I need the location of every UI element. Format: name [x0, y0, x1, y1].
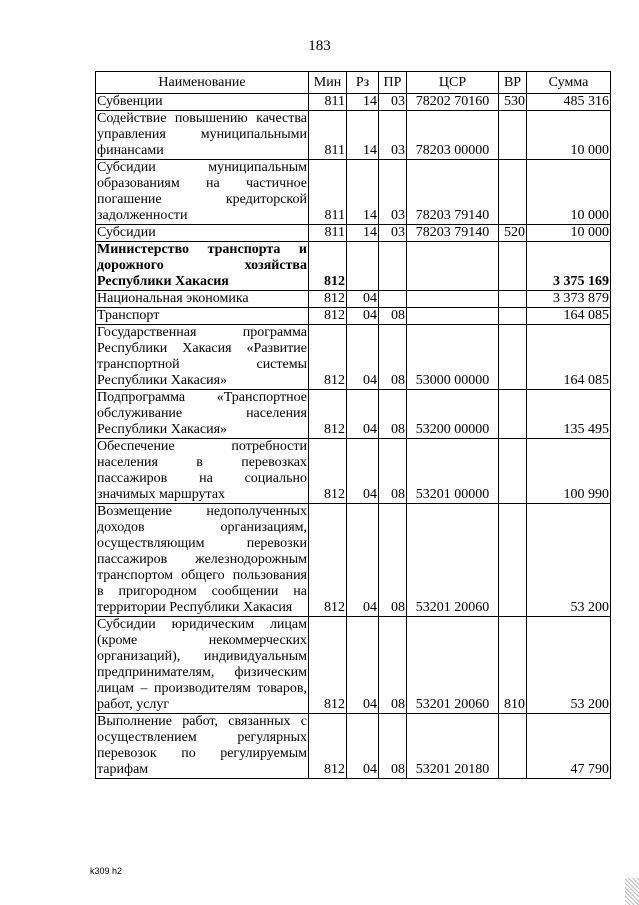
table-row — [96, 242, 611, 291]
row-pr: 03 — [379, 225, 407, 242]
row-min: 811 — [309, 225, 347, 242]
row-rz: 04 — [347, 325, 379, 390]
row-min: 812 — [309, 714, 347, 779]
row-sum: 135 495 — [527, 390, 611, 439]
row-sum: 100 990 — [527, 439, 611, 504]
row-pr: 08 — [379, 390, 407, 439]
row-csr: 53201 00000 — [407, 439, 499, 504]
table-row — [96, 225, 611, 242]
row-csr: 53200 00000 — [407, 390, 499, 439]
row-vr: 530 — [499, 94, 527, 111]
header-pr: ПР — [379, 72, 407, 94]
budget-table — [95, 71, 611, 779]
table-row — [96, 390, 611, 439]
row-csr: 78202 70160 — [407, 94, 499, 111]
row-min: 812 — [309, 439, 347, 504]
header-rz: Рз — [347, 72, 379, 94]
table-row — [96, 308, 611, 325]
row-pr — [379, 291, 407, 308]
row-pr: 03 — [379, 94, 407, 111]
header-sum: Сумма — [527, 72, 611, 94]
row-name: Транспорт — [96, 308, 309, 325]
row-csr — [407, 308, 499, 325]
row-sum: 47 790 — [527, 714, 611, 779]
row-min: 812 — [309, 504, 347, 617]
row-sum: 164 085 — [527, 308, 611, 325]
row-vr: 520 — [499, 225, 527, 242]
row-sum: 164 085 — [527, 325, 611, 390]
table-row — [96, 291, 611, 308]
row-name: Возмещение недополученных доходов организациям, осуществляющим перевозки пассажиров железнодорожным транспортом общего пользования в пригородном сообщении на территории Республики Хакасия — [97, 504, 307, 615]
row-min: 811 — [309, 111, 347, 160]
row-vr — [499, 111, 527, 160]
row-name: Министерство транспорта и дорожного хозяйства Республики Хакасия — [97, 242, 307, 289]
row-rz — [347, 242, 379, 291]
row-vr — [499, 714, 527, 779]
row-rz: 04 — [347, 390, 379, 439]
row-sum: 53 200 — [527, 504, 611, 617]
row-name: Государственная программа Республики Хакасия «Развитие транспортной системы Республики Хакасия» — [97, 325, 307, 388]
row-rz: 04 — [347, 504, 379, 617]
row-rz: 04 — [347, 439, 379, 504]
row-name: Выполнение работ, связанных с осуществлением регулярных перевозок по регулируемым тарифам — [97, 714, 307, 777]
row-rz: 04 — [347, 291, 379, 308]
row-pr: 08 — [379, 617, 407, 714]
row-vr — [499, 242, 527, 291]
row-name: Субсидии — [96, 225, 309, 242]
row-pr: 08 — [379, 308, 407, 325]
row-pr: 03 — [379, 111, 407, 160]
row-rz: 04 — [347, 617, 379, 714]
table-row — [96, 94, 611, 111]
row-rz: 14 — [347, 225, 379, 242]
header-vr: ВР — [499, 72, 527, 94]
row-pr: 08 — [379, 504, 407, 617]
footer-code: k309 h2 — [90, 866, 123, 876]
row-vr — [499, 504, 527, 617]
table-body — [96, 94, 611, 779]
row-vr — [499, 291, 527, 308]
row-pr: 08 — [379, 439, 407, 504]
row-csr: 53201 20180 — [407, 714, 499, 779]
row-sum: 3 373 879 — [527, 291, 611, 308]
row-csr: 53000 00000 — [407, 325, 499, 390]
row-csr — [407, 291, 499, 308]
row-csr: 78203 79140 — [407, 160, 499, 225]
row-name: Субсидии юридическим лицам (кроме некоммерческих организаций), индивидуальным предпринимателям, физическим лицам – производителям товаров, работ, услуг — [97, 617, 307, 712]
row-min: 812 — [309, 291, 347, 308]
row-rz: 04 — [347, 308, 379, 325]
row-vr — [499, 390, 527, 439]
header-name: Наименование — [96, 72, 309, 94]
row-rz: 14 — [347, 160, 379, 225]
row-pr — [379, 242, 407, 291]
row-name: Субвенции — [96, 94, 309, 111]
page-number: 183 — [308, 38, 331, 54]
row-min: 811 — [309, 94, 347, 111]
row-name: Национальная экономика — [96, 291, 309, 308]
scan-edge-mark — [625, 878, 639, 905]
row-min: 811 — [309, 160, 347, 225]
row-name: Содействие повышению качества управления муниципальными финансами — [97, 111, 307, 158]
row-min: 812 — [309, 325, 347, 390]
row-sum: 10 000 — [527, 225, 611, 242]
row-min: 812 — [309, 242, 347, 291]
row-rz: 14 — [347, 94, 379, 111]
row-name: Подпрограмма «Транспортное обслуживание населения Республики Хакасия» — [97, 390, 307, 437]
row-min: 812 — [309, 617, 347, 714]
row-name: Обеспечение потребности населения в перевозках пассажиров на социально значимых маршрутах — [97, 439, 307, 502]
row-rz: 04 — [347, 714, 379, 779]
row-pr: 08 — [379, 714, 407, 779]
row-sum: 10 000 — [527, 160, 611, 225]
table-row — [96, 439, 611, 504]
table-row — [96, 504, 611, 617]
row-sum: 3 375 169 — [527, 242, 611, 291]
row-csr: 78203 79140 — [407, 225, 499, 242]
row-csr: 78203 00000 — [407, 111, 499, 160]
row-min: 812 — [309, 390, 347, 439]
table-row — [96, 617, 611, 714]
row-pr: 08 — [379, 325, 407, 390]
header-csr: ЦСР — [407, 72, 499, 94]
row-rz: 14 — [347, 111, 379, 160]
table-row — [96, 111, 611, 160]
table-row — [96, 325, 611, 390]
row-pr: 03 — [379, 160, 407, 225]
row-vr — [499, 439, 527, 504]
row-name: Субсидии муниципальным образованиям на частичное погашение кредиторской задолженности — [97, 160, 307, 223]
row-sum: 10 000 — [527, 111, 611, 160]
row-vr: 810 — [499, 617, 527, 714]
row-csr — [407, 242, 499, 291]
row-vr — [499, 325, 527, 390]
table-header-row — [96, 72, 611, 94]
row-csr: 53201 20060 — [407, 617, 499, 714]
row-sum: 53 200 — [527, 617, 611, 714]
row-vr — [499, 308, 527, 325]
table-row — [96, 160, 611, 225]
row-sum: 485 316 — [527, 94, 611, 111]
row-min: 812 — [309, 308, 347, 325]
header-min: Мин — [309, 72, 347, 94]
row-vr — [499, 160, 527, 225]
table-row — [96, 714, 611, 779]
row-csr: 53201 20060 — [407, 504, 499, 617]
